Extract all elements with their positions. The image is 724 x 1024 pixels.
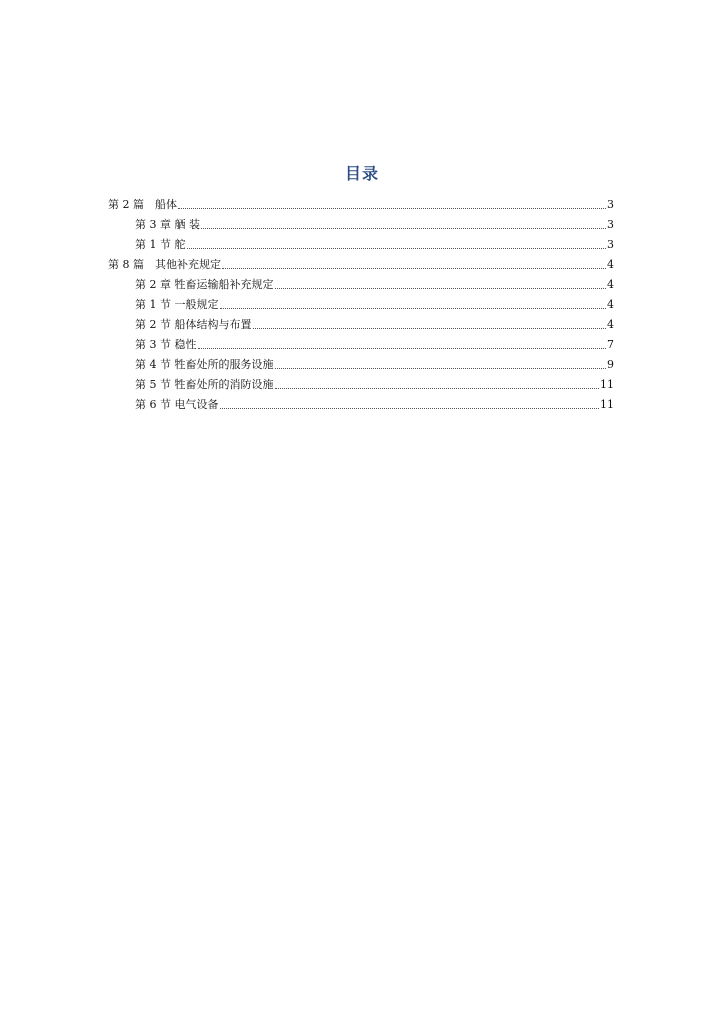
toc-entry-page: 3 [607, 218, 614, 231]
dot-leader [275, 287, 607, 289]
dot-leader [178, 207, 606, 209]
toc-entry-label: 第 2 章 牲畜运输船补充规定 [135, 278, 274, 291]
toc-entry-label: 第 6 节 电气设备 [135, 398, 219, 411]
toc-entry-part-8[interactable] [0, 252, 724, 272]
toc-entry-page: 3 [607, 198, 614, 211]
toc-entry-page: 7 [607, 338, 614, 351]
toc-entry-section-3-stability[interactable] [0, 332, 724, 352]
dot-leader [275, 387, 600, 389]
toc-entry-label: 第 5 节 牲畜处所的消防设施 [135, 378, 274, 391]
dot-leader [275, 367, 607, 369]
toc-entry-page: 4 [607, 258, 614, 271]
toc-entry-section-5-fire[interactable] [0, 372, 724, 392]
dot-leader [201, 227, 606, 229]
dot-leader [253, 327, 607, 329]
dot-leader [220, 307, 607, 309]
toc-entry-page: 4 [607, 278, 614, 291]
toc-entry-section-6-electrical[interactable] [0, 392, 724, 412]
toc-entry-page: 4 [607, 318, 614, 331]
toc-entry-section-2-hull[interactable] [0, 312, 724, 332]
toc-entry-chapter-2[interactable] [0, 272, 724, 292]
dot-leader [220, 407, 600, 409]
toc-entry-page: 3 [607, 238, 614, 251]
toc-entry-label: 第 3 章 舾 装 [135, 218, 200, 231]
toc-entry-label: 第 1 节 舵 [135, 238, 186, 251]
toc-entry-section-4-services[interactable] [0, 352, 724, 372]
toc-entry-label: 第 3 节 稳性 [135, 338, 197, 351]
toc-entry-label: 第 2 节 船体结构与布置 [135, 318, 252, 331]
dot-leader [222, 267, 606, 269]
dot-leader [187, 247, 607, 249]
toc-entry-page: 11 [600, 398, 614, 411]
toc-entry-section-1-rudder[interactable] [0, 232, 724, 252]
toc-entry-page: 4 [607, 298, 614, 311]
toc-title: 目录 [344, 164, 379, 183]
toc-entry-page: 9 [607, 358, 614, 371]
toc-entry-chapter-3[interactable] [0, 212, 724, 232]
toc-entry-label: 第 1 节 一般规定 [135, 298, 219, 311]
toc-entry-label: 第 8 篇 其他补充规定 [108, 258, 221, 271]
dot-leader [198, 347, 607, 349]
toc-entry-section-1-general[interactable] [0, 292, 724, 312]
toc-entry-label: 第 4 节 牲畜处所的服务设施 [135, 358, 274, 371]
toc-entry-page: 11 [600, 378, 614, 391]
toc-entry-label: 第 2 篇 船体 [108, 198, 177, 211]
toc-entry-part-2[interactable] [0, 192, 724, 212]
